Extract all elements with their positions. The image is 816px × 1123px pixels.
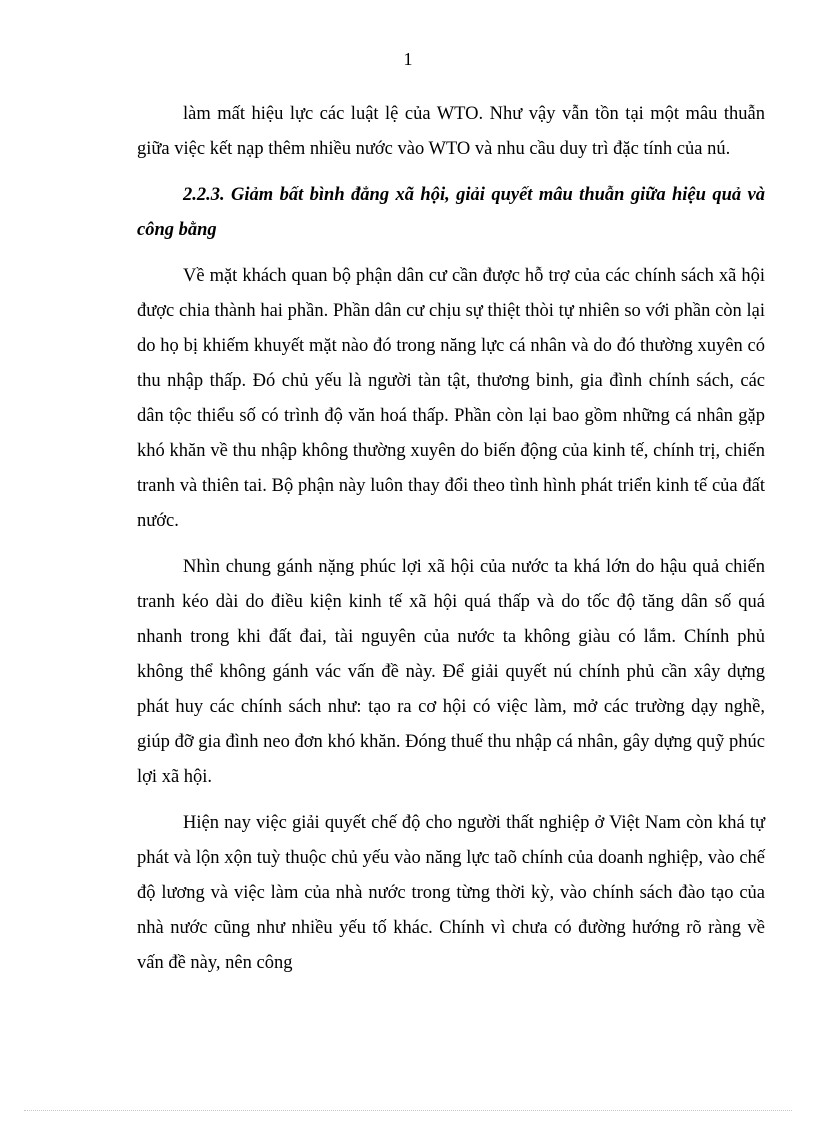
page-number: 1 <box>403 49 413 69</box>
page-bottom-divider <box>24 1110 792 1111</box>
paragraph-intro: làm mất hiệu lực các luật lệ của WTO. Như vậy vẫn tồn tại một mâu thuẫn giữa việc kết nạp thêm nhiều nước vào WTO và nhu cầu duy trì đặc tính của nú. <box>137 104 765 159</box>
section-heading: 2.2.3. Giảm bất bình đẳng xã hội, giải quyết mâu thuẫn giữa hiệu quả và công bằng <box>137 185 765 240</box>
document-body <box>137 97 765 992</box>
paragraph-section-3: Hiện nay việc giải quyết chế độ cho người thất nghiệp ở Việt Nam còn khá tự phát và lộn xộn tuỳ thuộc chủ yếu vào năng lực taõ chính của doanh nghiệp, vào chế độ lương và việc làm của nhà nước trong từng thời kỳ, vào chính sách đào tạo của nhà nước cũng như nhiều yếu tố khác. Chính vì chưa có đường hướng rõ ràng về vấn đề này, nên công <box>137 813 765 973</box>
paragraph-section-1: Về mặt khách quan bộ phận dân cư cần được hỗ trợ của các chính sách xã hội được chia thành hai phần. Phần dân cư chịu sự thiệt thòi tự nhiên so với phần còn lại do họ bị khiếm khuyết mặt nào đó trong năng lực cá nhân và do đó thường xuyên có thu nhập thấp. Đó chủ yếu là người tàn tật, thương binh, gia đình chính sách, các dân tộc thiểu số có trình độ văn hoá thấp. Phần còn lại bao gồm những cá nhân gặp khó khăn về thu nhập không thường xuyên do biến động của kinh tế, chính trị, chiến tranh và thiên tai. Bộ phận này luôn thay đổi theo tình hình phát triển kinh tế của đất nước. <box>137 266 765 531</box>
paragraph-section-2: Nhìn chung gánh nặng phúc lợi xã hội của nước ta khá lớn do hậu quả chiến tranh kéo dài do điều kiện kinh tế xã hội quá thấp và do tốc độ tăng dân số quá nhanh trong khi đất đai, tài nguyên của nước ta không giàu có lắm. Chính phủ không thể không gánh vác vấn đề này. Để giải quyết nú chính phủ cần xây dựng phát huy các chính sách như: tạo ra cơ hội có việc làm, mở các trường dạy nghề, giúp đỡ gia đình neo đơn khó khăn. Đóng thuế thu nhập cá nhân, gây dựng quỹ phúc lợi xã hội. <box>137 557 765 787</box>
